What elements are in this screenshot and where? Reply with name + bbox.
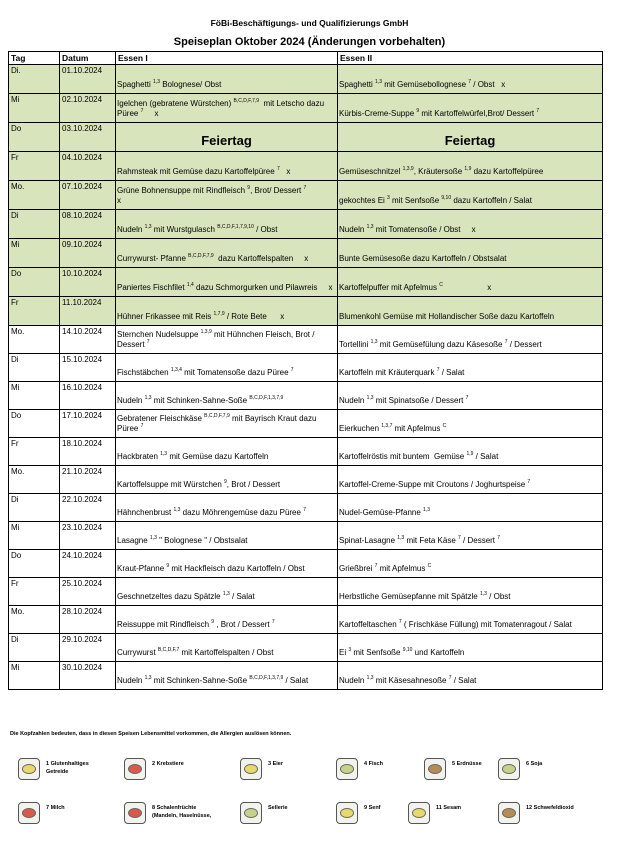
meal-1-cell-text: Lasagne $^{1,3}$ " Bolognese " / Obstsalat <box>117 535 248 545</box>
sulphite-icon <box>498 802 520 824</box>
day-cell: Mi <box>9 94 60 123</box>
meal-2-cell-text: Nudel-Gemüse-Pfanne $^{1,3}$ <box>339 507 430 517</box>
date-cell: 02.10.2024 <box>60 94 116 123</box>
fish-icon <box>336 758 358 780</box>
table-row <box>9 210 603 239</box>
meal-2-cell <box>338 268 603 297</box>
table-row <box>9 410 603 438</box>
egg-icon <box>240 758 262 780</box>
allergen-label: 3 Eier <box>268 761 283 767</box>
menu-table-body <box>9 65 603 690</box>
meal-1-cell-text: Nudeln $^{1,3}$ mit Wurstgulasch $^{B,C,D,F,1,7,9,10}$ / Obst <box>117 224 278 234</box>
day-cell: Di <box>9 494 60 522</box>
day-cell: Mo. <box>9 466 60 494</box>
meal-1-cell <box>116 123 338 152</box>
table-row <box>9 606 603 634</box>
date-cell: 23.10.2024 <box>60 522 116 550</box>
meal-1-cell <box>116 550 338 578</box>
date-cell: 07.10.2024 <box>60 181 116 210</box>
table-row <box>9 522 603 550</box>
meal-2-cell-text: Kartoffelröstis mit buntem Gemüse $^{1,9}$ / Salat <box>339 451 499 461</box>
meal-1-cell <box>116 438 338 466</box>
allergen-label: 4 Fisch <box>364 761 383 767</box>
date-cell: 15.10.2024 <box>60 354 116 382</box>
meal-2-cell-text: Ei $^3$ mit Senfsoße $^{9,10}$ und Kartoffeln <box>339 647 465 657</box>
table-row <box>9 438 603 466</box>
date-cell: 17.10.2024 <box>60 410 116 438</box>
table-row <box>9 239 603 268</box>
meal-2-cell-text: Kartoffeltaschen $^7$ ( Frischkäse Füllung) mit Tomatenragout / Salat <box>339 619 572 629</box>
table-row <box>9 65 603 94</box>
meal-2-cell <box>338 382 603 410</box>
day-cell: Mo. <box>9 606 60 634</box>
day-cell: Di <box>9 354 60 382</box>
meal-1-cell <box>116 634 338 662</box>
day-cell: Mi <box>9 239 60 268</box>
nuts-icon <box>124 802 146 824</box>
table-row <box>9 354 603 382</box>
allergen-item <box>240 758 326 780</box>
meal-1-cell-text: Reissuppe mit Rindfleisch $^9$ , Brot / Dessert $^7$ <box>117 619 275 629</box>
allergen-label: Sellerie <box>268 805 288 811</box>
meal-1-cell-text: Kraut-Pfanne $^9$ mit Hackfleisch dazu Kartoffeln / Obst <box>117 563 305 573</box>
day-cell: Fr <box>9 297 60 326</box>
date-cell: 30.10.2024 <box>60 662 116 690</box>
allergen-item <box>408 802 494 824</box>
allergen-item <box>18 758 104 780</box>
meal-2-cell-text: Nudeln $^{1,3}$ mit Spinatsoße / Dessert $^7$ <box>339 395 469 405</box>
meal-1-cell-text: Rahmsteak mit Gemüse dazu Kartoffelpüree $^7$ x <box>117 166 291 176</box>
day-cell: Mi <box>9 382 60 410</box>
column-header-tag: Tag <box>9 52 60 65</box>
allergen-item <box>124 758 210 780</box>
crab-icon <box>124 758 146 780</box>
day-cell: Di <box>9 634 60 662</box>
table-row <box>9 466 603 494</box>
meal-1-cell-text: Sternchen Nudelsuppe $^{1,3,9}$ mit Hühnchen Fleisch, Brot / Dessert $^7$ <box>117 329 315 349</box>
date-cell: 25.10.2024 <box>60 578 116 606</box>
meal-2-cell <box>338 466 603 494</box>
date-cell: 14.10.2024 <box>60 326 116 354</box>
meal-2-cell-text: Spinat-Lasagne $^{1,3}$ mit Feta Käse $^7$ / Dessert $^7$ <box>339 535 501 545</box>
mustard-icon <box>336 802 358 824</box>
allergen-label: 1 Glutenhaltiges Getreide <box>46 761 89 775</box>
menu-table <box>8 51 603 690</box>
table-row <box>9 662 603 690</box>
meal-2-cell <box>338 239 603 268</box>
meal-2-cell <box>338 438 603 466</box>
column-header-datum: Datum <box>60 52 116 65</box>
meal-2-cell <box>338 326 603 354</box>
meal-1-cell-text: Hähnchenbrust $^{1,3}$ dazu Möhrengemüse dazu Püree $^7$ <box>117 507 306 517</box>
meal-1-cell-text: Kartoffelsuppe mit Würstchen $^9$, Brot / Dessert <box>117 479 281 489</box>
meal-2-cell <box>338 152 603 181</box>
date-cell: 22.10.2024 <box>60 494 116 522</box>
meal-1-cell-text: Nudeln $^{1,3}$ mit Schinken-Sahne-Soße $^{B,C,D,F,1,3,7,9}$ <box>117 395 284 405</box>
meal-2-cell-text: Bunte Gemüsesoße dazu Kartoffeln / Obstsalat <box>339 254 507 263</box>
allergen-label: 6 Soja <box>526 761 543 767</box>
day-cell: Mo. <box>9 181 60 210</box>
day-cell: Fr <box>9 152 60 181</box>
meal-2-cell <box>338 606 603 634</box>
date-cell: 21.10.2024 <box>60 466 116 494</box>
meal-2-cell-text: Kartoffel-Creme-Suppe mit Croutons / Joghurtspeise $^7$ <box>339 479 531 489</box>
meal-1-cell <box>116 268 338 297</box>
meal-2-cell-text: Kartoffeln mit Kräuterquark $^7$ / Salat <box>339 367 465 377</box>
allergen-label: 12 Schwefeldioxid <box>526 805 574 811</box>
meal-1-cell-text: Igelchen (gebratene Würstchen) $^{B,C,D,F,7,9}$ mit Letscho dazu Püree $^7$ x <box>117 98 325 118</box>
meal-2-cell-text: Kartoffelpuffer mit Apfelmus $^C$ x <box>339 282 492 292</box>
day-cell: Do <box>9 268 60 297</box>
meal-2-cell <box>338 354 603 382</box>
meal-2-cell <box>338 94 603 123</box>
date-cell: 09.10.2024 <box>60 239 116 268</box>
meal-1-cell <box>116 65 338 94</box>
allergen-label: 5 Erdnüsse <box>452 761 482 767</box>
table-row <box>9 297 603 326</box>
meal-1-cell <box>116 410 338 438</box>
meal-2-cell <box>338 662 603 690</box>
date-cell: 24.10.2024 <box>60 550 116 578</box>
table-row <box>9 382 603 410</box>
allergen-item <box>498 758 584 780</box>
column-header-essen-2: Essen II <box>338 52 603 65</box>
table-row <box>9 578 603 606</box>
allergen-item <box>18 802 104 824</box>
meal-1-cell-text: Geschnetzeltes dazu Spätzle $^{1,3}$ / Salat <box>117 591 255 601</box>
meal-1-cell-text: Paniertes Fischfilet $^{1,4}$ dazu Schmorgurken und Pilawreis x <box>117 282 333 292</box>
day-cell: Do <box>9 123 60 152</box>
meal-1-cell <box>116 210 338 239</box>
meal-2-cell <box>338 634 603 662</box>
day-cell: Fr <box>9 438 60 466</box>
meal-2-cell-text: Gemüseschnitzel $^{1,3,9}$, Kräutersoße $^{1,9}$ dazu Kartoffelpüree <box>339 166 544 176</box>
meal-1-cell <box>116 94 338 123</box>
day-cell: Fr <box>9 578 60 606</box>
meal-2-cell <box>338 181 603 210</box>
table-row <box>9 494 603 522</box>
meal-1-cell <box>116 354 338 382</box>
date-cell: 29.10.2024 <box>60 634 116 662</box>
meal-1-cell-text: Currywurst- Pfanne $^{B,C,D,F,7,9}$ dazu Kartoffelspalten x <box>117 253 309 263</box>
meal-1-cell <box>116 494 338 522</box>
day-cell: Mo. <box>9 326 60 354</box>
date-cell: 08.10.2024 <box>60 210 116 239</box>
day-cell: Mi <box>9 662 60 690</box>
celery-icon <box>240 802 262 824</box>
meal-1-cell-text: Feiertag <box>201 133 252 148</box>
date-cell: 11.10.2024 <box>60 297 116 326</box>
meal-1-cell <box>116 152 338 181</box>
allergen-label: 11 Sesam <box>436 805 462 811</box>
column-header-essen-1: Essen I <box>116 52 338 65</box>
meal-1-cell <box>116 522 338 550</box>
date-cell: 01.10.2024 <box>60 65 116 94</box>
meal-2-cell-text: Spaghetti $^{1,3}$ mit Gemüsebollognese $^7$ / Obst x <box>339 79 506 89</box>
meal-1-cell-text: Fischstäbchen $^{1,3,4}$ mit Tomatensoße dazu Püree $^7$ <box>117 367 294 377</box>
meal-1-cell-text: Nudeln $^{1,3}$ mit Schinken-Sahne-Soße $^{B,C,D,F,1,3,7,9}$ / Salat <box>117 675 309 685</box>
meal-1-cell <box>116 578 338 606</box>
day-cell: Mi <box>9 522 60 550</box>
meal-1-cell-text: Spaghetti $^{1,3}$ Bolognese/ Obst <box>117 79 222 89</box>
meal-2-cell <box>338 210 603 239</box>
soy-icon <box>498 758 520 780</box>
meal-1-cell-text: Grüne Bohnensuppe mit Rindfleisch $^9$, Brot/ Dessert $^7$ x <box>117 185 307 205</box>
allergen-label: 8 Schalenfrüchte (Mandeln, Haselnüsse, <box>152 805 212 819</box>
meal-1-cell-text: Hühner Frikassee mit Reis $^{1,7,9}$ / Rote Bete x <box>117 311 285 321</box>
meal-2-cell <box>338 522 603 550</box>
allergen-item <box>124 802 214 824</box>
meal-2-cell <box>338 123 603 152</box>
table-row <box>9 634 603 662</box>
date-cell: 28.10.2024 <box>60 606 116 634</box>
date-cell: 03.10.2024 <box>60 123 116 152</box>
meal-2-cell-text: Feiertag <box>444 133 496 148</box>
peanut-icon <box>424 758 446 780</box>
day-cell: Do <box>9 550 60 578</box>
table-row <box>9 326 603 354</box>
meal-2-cell <box>338 65 603 94</box>
meal-2-cell-text: Nudeln $^{1,3}$ mit Käsesahnesoße $^7$ / Salat <box>339 675 477 685</box>
allergen-label: 7 Milch <box>46 805 65 811</box>
meal-2-cell-text: Kürbis-Creme-Suppe $^9$ mit Kartoffelwürfel,Brot/ Dessert $^7$ <box>339 108 540 118</box>
day-cell: Do <box>9 410 60 438</box>
allergen-label: 9 Senf <box>364 805 381 811</box>
table-row <box>9 123 603 152</box>
date-cell: 18.10.2024 <box>60 438 116 466</box>
meal-2-cell-text: Tortellini $^{1,3}$ mit Gemüsefülung dazu Käsesoße $^7$ / Dessert <box>339 339 542 349</box>
table-row <box>9 181 603 210</box>
meal-2-cell <box>338 297 603 326</box>
meal-1-cell <box>116 606 338 634</box>
company-name: FöBi-Beschäftigungs- und Qualifizierungs GmbH <box>210 18 409 28</box>
table-header-row <box>9 52 603 65</box>
date-cell: 10.10.2024 <box>60 268 116 297</box>
meal-1-cell <box>116 326 338 354</box>
allergen-item <box>336 758 422 780</box>
allergen-note: Die Kopfzahlen bedeuten, dass in diesen Speisen Lebensmittel vorkommen, die Allergien auslösen können. <box>10 731 292 737</box>
meal-2-cell-text: gekochtes Ei $^3$ mit Senfsoße $^{9,10}$ dazu Kartoffeln / Salat <box>339 195 532 205</box>
meal-2-cell-text: Blumenkohl Gemüse mit Hollandischer Soße dazu Kartoffeln <box>339 312 555 321</box>
table-row <box>9 268 603 297</box>
meal-1-cell <box>116 239 338 268</box>
allergen-label: 2 Krebstiere <box>152 761 184 767</box>
wheat-icon <box>18 758 40 780</box>
meal-1-cell <box>116 297 338 326</box>
meal-2-cell-text: Grießbrei $^7$ mit Apfelmus $^C$ <box>339 563 432 573</box>
meal-1-cell-text: Hackbraten $^{1,3}$ mit Gemüse dazu Kartoffeln <box>117 451 269 461</box>
day-cell: Di <box>9 210 60 239</box>
meal-1-cell-text: Currywurst $^{B,C,D,F,7}$ mit Kartoffelspalten / Obst <box>117 647 274 657</box>
page-title: Speiseplan Oktober 2024 (Änderungen vorbehalten) <box>173 36 446 48</box>
milk-icon <box>18 802 40 824</box>
meal-2-cell-text: Herbstliche Gemüsepfanne mit Spätzle $^{1,3}$ / Obst <box>339 591 511 601</box>
meal-2-cell <box>338 494 603 522</box>
meal-1-cell <box>116 662 338 690</box>
meal-1-cell <box>116 466 338 494</box>
meal-2-cell-text: Nudeln $^{1,3}$ mit Tomatensoße / Obst x <box>339 224 476 234</box>
table-row <box>9 550 603 578</box>
meal-1-cell-text: Gebratener Fleischkäse $^{B,C,D,F,7,9}$ mit Bayrisch Kraut dazu Püree $^7$ <box>117 413 317 433</box>
meal-1-cell <box>116 382 338 410</box>
sesame-icon <box>408 802 430 824</box>
allergen-item <box>240 802 326 824</box>
meal-2-cell-text: Eierkuchen $^{1,3,7}$ mit Apfelmus $^C$ <box>339 423 447 433</box>
meal-1-cell <box>116 181 338 210</box>
meal-2-cell <box>338 550 603 578</box>
allergen-item <box>498 802 584 824</box>
date-cell: 04.10.2024 <box>60 152 116 181</box>
day-cell: Di. <box>9 65 60 94</box>
table-row <box>9 152 603 181</box>
meal-2-cell <box>338 410 603 438</box>
table-row <box>9 94 603 123</box>
date-cell: 16.10.2024 <box>60 382 116 410</box>
meal-2-cell <box>338 578 603 606</box>
